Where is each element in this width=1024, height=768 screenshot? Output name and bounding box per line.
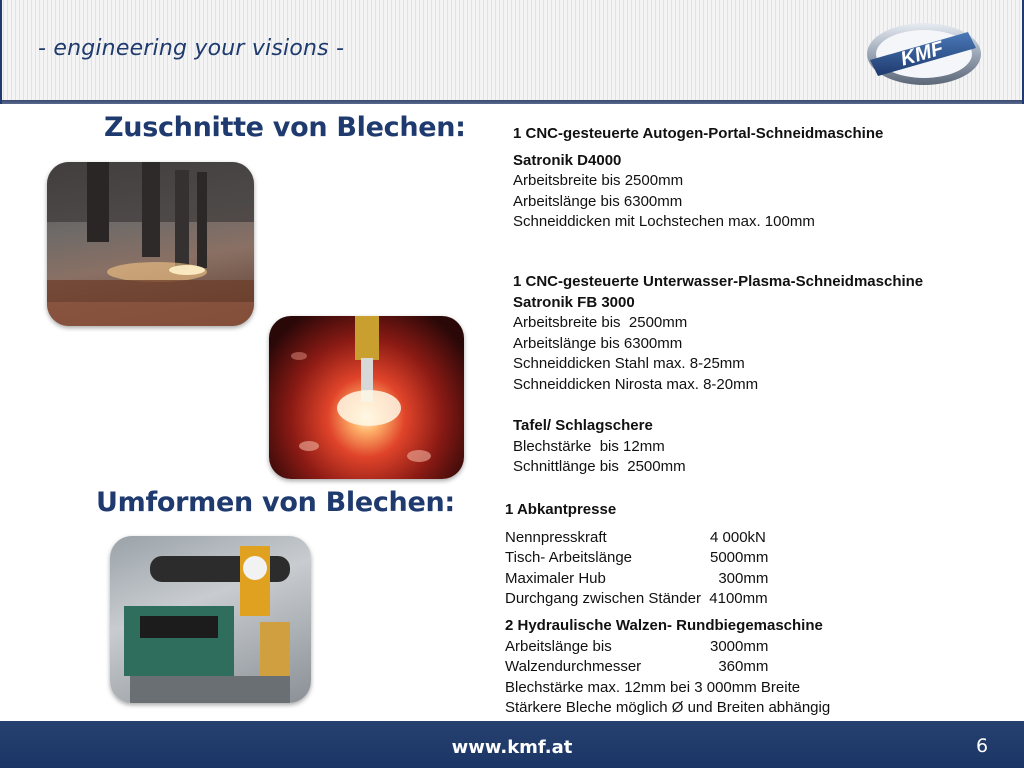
spec-value: 4 000kN	[710, 528, 766, 546]
machine1-model: Satronik D4000	[513, 151, 622, 169]
spec-row	[505, 637, 830, 658]
bending-machine-photo	[110, 536, 311, 703]
machine1-heading: 1 CNC-gesteuerte Autogen-Portal-Schneidmaschine	[513, 125, 884, 142]
machine1-spec	[513, 124, 883, 233]
spec-row	[505, 657, 830, 678]
autogen-cutting-photo	[47, 162, 254, 326]
rolls-spec	[505, 616, 830, 719]
section-title-forming: Umformen von Blechen:	[96, 487, 455, 518]
spec-value: 5000mm	[710, 549, 769, 566]
spec-line: Blechstärke max. 12mm bei 3 000mm Breite	[505, 678, 801, 696]
spec-label: Tisch- Arbeitslänge	[505, 549, 633, 566]
spec-line: Arbeitsbreite bis 2500mm	[513, 314, 688, 331]
spec-line: Arbeitslänge bis 6300mm	[513, 192, 683, 210]
machine2-spec	[513, 272, 923, 395]
spec-line: Arbeitsbreite bis 2500mm	[513, 172, 684, 189]
spec-label: Arbeitslänge bis	[505, 637, 612, 655]
spec-label: Nennpresskraft	[505, 528, 607, 546]
footer-url: www.kmf.at	[451, 737, 573, 758]
spec-row	[505, 528, 768, 549]
rolls-heading: 2 Hydraulische Walzen- Rundbiegemaschine	[505, 617, 823, 634]
spec-line: Schneiddicken Stahl max. 8-25mm	[513, 355, 745, 372]
spec-value: 360mm	[710, 658, 769, 675]
spec-line: Schneiddicken Nirosta max. 8-20mm	[513, 375, 759, 393]
spec-line: Arbeitslänge bis 6300mm	[513, 334, 683, 352]
spec-line: Schnittlänge bis 2500mm	[513, 458, 686, 475]
machine3-spec	[513, 416, 686, 478]
kmf-logo-icon	[864, 20, 984, 88]
logo-text: KMF	[898, 37, 946, 71]
machine2-model: Satronik FB 3000	[513, 293, 635, 311]
spec-label: Walzendurchmesser	[505, 658, 642, 675]
spec-row	[505, 548, 768, 569]
spec-row	[505, 569, 768, 590]
machine2-heading: 1 CNC-gesteuerte Unterwasser-Plasma-Schneidmaschine	[513, 273, 924, 290]
spec-value: 300mm	[710, 569, 769, 587]
spec-label: Maximaler Hub	[505, 569, 606, 587]
machine3-heading: Tafel/ Schlagschere	[513, 417, 653, 434]
spec-line: Blechstärke bis 12mm	[513, 437, 665, 455]
spec-line: Stärkere Bleche möglich Ø und Breiten abhängig	[505, 699, 831, 716]
press-heading: 1 Abkantpresse	[505, 501, 617, 518]
header-divider	[0, 100, 1024, 104]
header-edge-left	[0, 0, 2, 104]
tagline: - engineering your visions -	[38, 36, 345, 61]
spec-value: 3000mm	[710, 637, 769, 655]
spec-line: Durchgang zwischen Ständer 4100mm	[505, 590, 768, 607]
press-spec	[505, 500, 768, 610]
spec-line: Schneiddicken mit Lochstechen max. 100mm	[513, 213, 815, 230]
page-number: 6	[976, 735, 989, 757]
plasma-cutting-photo	[269, 316, 464, 479]
section-title-cutting: Zuschnitte von Blechen:	[104, 112, 466, 143]
